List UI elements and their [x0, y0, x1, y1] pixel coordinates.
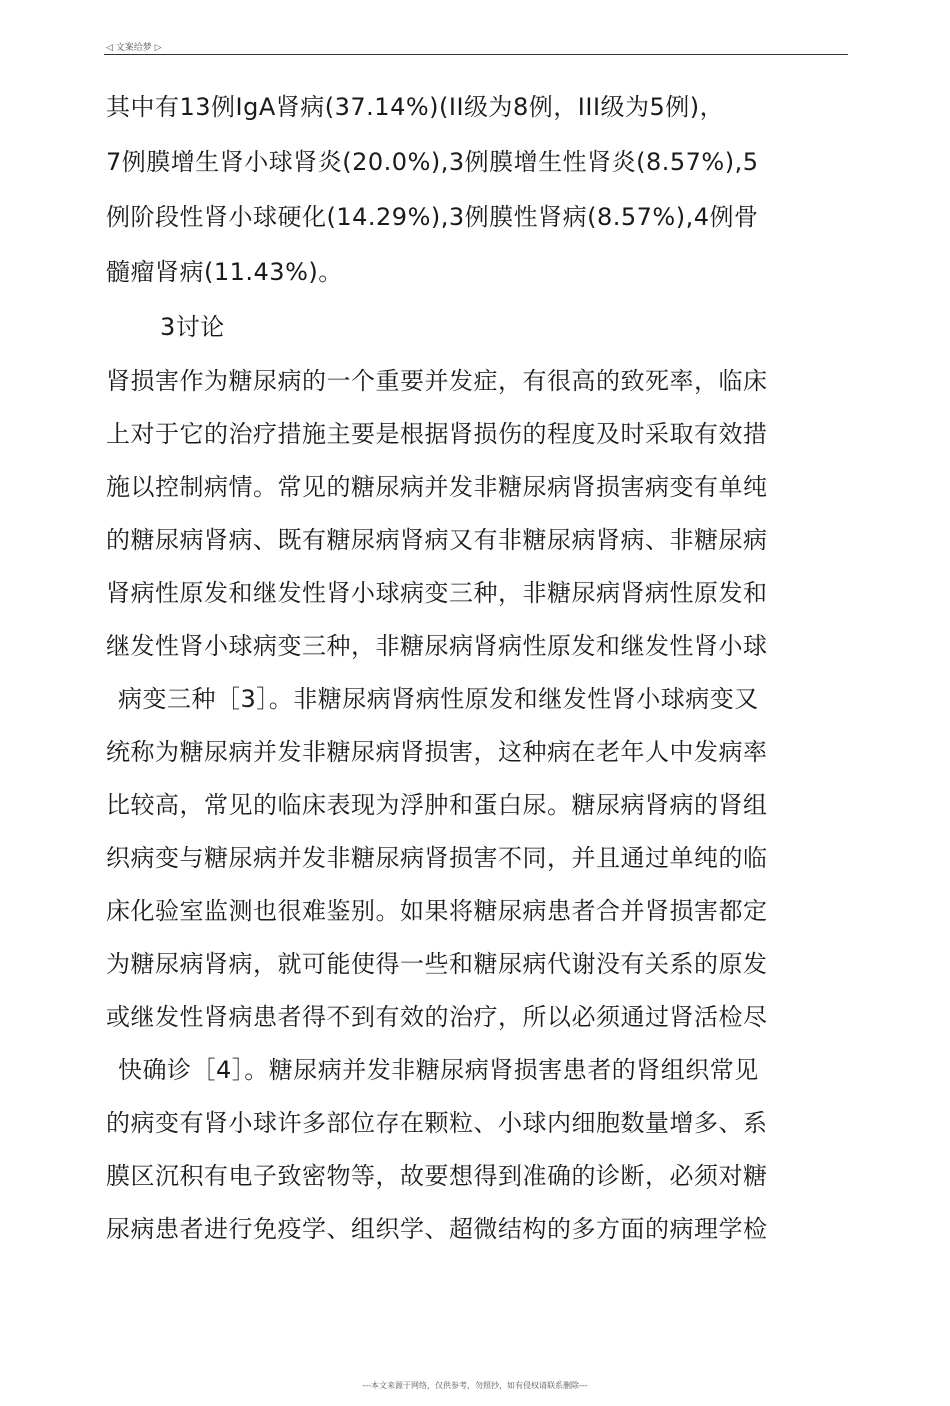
- paragraph-line: 的糖尿病肾病、既有糖尿病肾病又有非糖尿病肾病、非糖尿病: [106, 526, 768, 554]
- paragraph-line: 膜区沉积有电子致密物等，故要想得到准确的诊断，必须对糖: [106, 1162, 768, 1190]
- paragraph-line: 上对于它的治疗措施主要是根据肾损伤的程度及时采取有效措: [106, 420, 768, 448]
- paragraph-line: 肾病性原发和继发性肾小球病变三种，非糖尿病肾病性原发和: [106, 579, 768, 607]
- paragraph-line: 床化验室监测也很难鉴别。如果将糖尿病患者合并肾损害都定: [106, 897, 768, 925]
- header-divider: [104, 54, 848, 55]
- section-heading: 3讨论: [160, 313, 225, 341]
- paragraph-line: 髓瘤肾病(11.43%)。: [106, 258, 343, 286]
- page-header: ◁ 文案给梦 ▷: [106, 43, 162, 53]
- paragraph-line: 7例膜增生肾小球肾炎(20.0%),3例膜增生性肾炎(8.57%),5: [106, 148, 759, 176]
- paragraph-line: 比较高，常见的临床表现为浮肿和蛋白尿。糖尿病肾病的肾组: [106, 791, 768, 819]
- paragraph-line: 例阶段性肾小球硬化(14.29%),3例膜性肾病(8.57%),4例骨: [106, 203, 759, 231]
- paragraph-line: 尿病患者进行免疫学、组织学、超微结构的多方面的病理学检: [106, 1215, 768, 1243]
- paragraph-line: 继发性肾小球病变三种，非糖尿病肾病性原发和继发性肾小球: [106, 632, 768, 660]
- paragraph-line: 的病变有肾小球许多部位存在颗粒、小球内细胞数量增多、系: [106, 1109, 768, 1137]
- paragraph-line: 其中有13例IgA肾病(37.14%)(II级为8例，III级为5例)，: [106, 93, 725, 121]
- paragraph-line: 肾损害作为糖尿病的一个重要并发症，有很高的致死率，临床: [106, 367, 768, 395]
- paragraph-line: 织病变与糖尿病并发非糖尿病肾损害不同，并且通过单纯的临: [106, 844, 768, 872]
- paragraph-line: 快确诊［4］。糖尿病并发非糖尿病肾损害患者的肾组织常见: [118, 1056, 759, 1084]
- paragraph-line: 施以控制病情。常见的糖尿病并发非糖尿病肾损害病变有单纯: [106, 473, 768, 501]
- page-footer: ---本文来源于网络，仅供参考，勿照抄，如有侵权请联系删除---: [362, 1381, 588, 1390]
- paragraph-line: 病变三种［3］。非糖尿病肾病性原发和继发性肾小球病变又: [118, 685, 759, 713]
- document-body: [106, 80, 850, 1256]
- paragraph-line: 或继发性肾病患者得不到有效的治疗，所以必须通过肾活检尽: [106, 1003, 768, 1031]
- paragraph-line: 统称为糖尿病并发非糖尿病肾损害，这种病在老年人中发病率: [106, 738, 768, 766]
- paragraph-line: 为糖尿病肾病，就可能使得一些和糖尿病代谢没有关系的原发: [106, 950, 768, 978]
